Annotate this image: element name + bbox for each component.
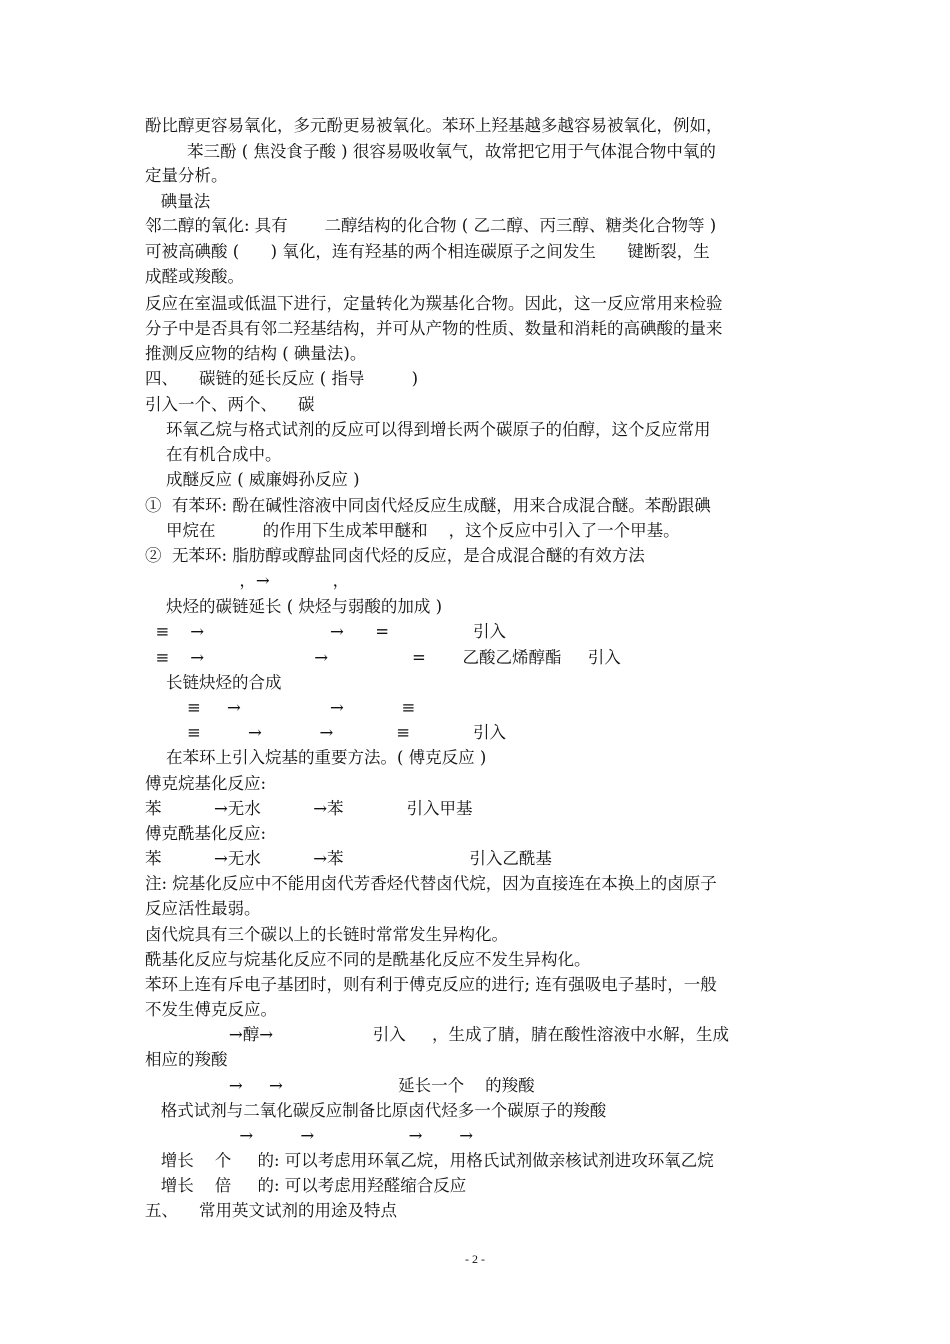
text-line: 相应的羧酸 xyxy=(145,1050,228,1069)
text-line: 苯 →无水 →苯 引入乙酰基 xyxy=(145,849,552,868)
text-line: 增长 个 的: 可以考虑用环氧乙烷，用格氏试剂做亲核试剂进攻环氧乙烷 xyxy=(145,1151,714,1170)
text-line: 格式试剂与二氧化碳反应制备比原卤代烃多一个碳原子的羧酸 xyxy=(145,1101,607,1120)
text-line: 苯环上连有斥电子基团时，则有利于傅克反应的进行; 连有强吸电子基时，一般 xyxy=(145,975,717,994)
text-line: 酚比醇更容易氧化，多元酚更易被氧化。苯环上羟基越多越容易被氧化，例如， xyxy=(145,116,723,135)
text-line: ① 有苯环: 酚在碱性溶液中同卤代烃反应生成醚，用来合成混合醚。苯酚跟碘 xyxy=(145,496,711,515)
text-line: 反应在室温或低温下进行，定量转化为羰基化合物。因此，这一反应常用来检验 xyxy=(145,294,723,313)
text-line: ② 无苯环: 脂肪醇或醇盐同卤代烃的反应，是合成混合醚的有效方法 xyxy=(145,546,645,565)
text-line: 引入一个、两个、 碳 xyxy=(145,395,315,414)
text-line: → → → → xyxy=(145,1126,474,1145)
text-line: → → 延长一个 的羧酸 xyxy=(145,1076,535,1095)
text-line: ≡ → → ≡ xyxy=(145,698,416,717)
text-line: ≡ → → = 引入 xyxy=(145,622,507,641)
text-line: 碘量法 xyxy=(145,192,211,211)
text-line: 增长 倍 的: 可以考虑用羟醛缩合反应 xyxy=(145,1176,467,1195)
text-line: 推测反应物的结构 ( 碘量法)。 xyxy=(145,344,367,363)
text-line: 苯 →无水 →苯 引入甲基 xyxy=(145,799,473,818)
text-line: 四、 碳链的延长反应 ( 指导 ) xyxy=(145,369,419,388)
text-line: 酰基化反应与烷基化反应不同的是酰基化反应不发生异构化。 xyxy=(145,950,591,969)
text-line: 分子中是否具有邻二羟基结构，并可从产物的性质、数量和消耗的高碘酸的量来 xyxy=(145,319,723,338)
text-line: 五、 常用英文试剂的用途及特点 xyxy=(145,1201,397,1220)
text-line: 可被高碘酸 ( ) 氧化，连有羟基的两个相连碳原子之间发生 键断裂，生 xyxy=(145,242,710,261)
page-number: - 2 - xyxy=(465,1252,485,1266)
text-line: 反应活性最弱。 xyxy=(145,899,261,918)
text-line: 甲烷在 的作用下生成苯甲醚和 ，这个反应中引入了一个甲基。 xyxy=(145,521,680,540)
text-line: 定量分析。 xyxy=(145,166,228,185)
text-line: 炔烃的碳链延长 ( 炔烃与弱酸的加成 ) xyxy=(145,597,443,616)
text-line: 苯三酚 ( 焦没食子酸 ) 很容易吸收氧气，故常把它用于气体混合物中氧的 xyxy=(145,142,716,161)
text-line: 邻二醇的氧化: 具有 二醇结构的化合物 ( 乙二醇、丙三醇、糖类化合物等 ) xyxy=(145,216,717,235)
text-line: 在苯环上引入烷基的重要方法。( 傅克反应 ) xyxy=(145,748,487,767)
text-line: 不发生傅克反应。 xyxy=(145,1000,277,1019)
text-line: 成醚反应 ( 威廉姆孙反应 ) xyxy=(145,470,360,489)
text-line: 傅克酰基化反应: xyxy=(145,824,267,843)
text-line: →醇→ 引入 ，生成了腈，腈在酸性溶液中水解，生成 xyxy=(145,1025,729,1044)
text-line: 成醛或羧酸。 xyxy=(145,267,244,286)
text-line: 长链炔烃的合成 xyxy=(145,673,282,692)
text-line: 卤代烷具有三个碳以上的长链时常常发生异构化。 xyxy=(145,925,508,944)
text-line: 在有机合成中。 xyxy=(145,445,282,464)
text-line: 注: 烷基化反应中不能用卤代芳香烃代替卤代烷，因为直接连在本换上的卤原子 xyxy=(145,874,717,893)
text-line: ≡ → → ≡ 引入 xyxy=(145,723,507,742)
text-line: ，→ ， xyxy=(145,571,350,590)
text-line: ≡ → → = 乙酸乙烯醇酯 引入 xyxy=(145,648,621,667)
text-line: 傅克烷基化反应: xyxy=(145,774,267,793)
text-line: 环氧乙烷与格式试剂的反应可以得到增长两个碳原子的伯醇，这个反应常用 xyxy=(145,420,711,439)
